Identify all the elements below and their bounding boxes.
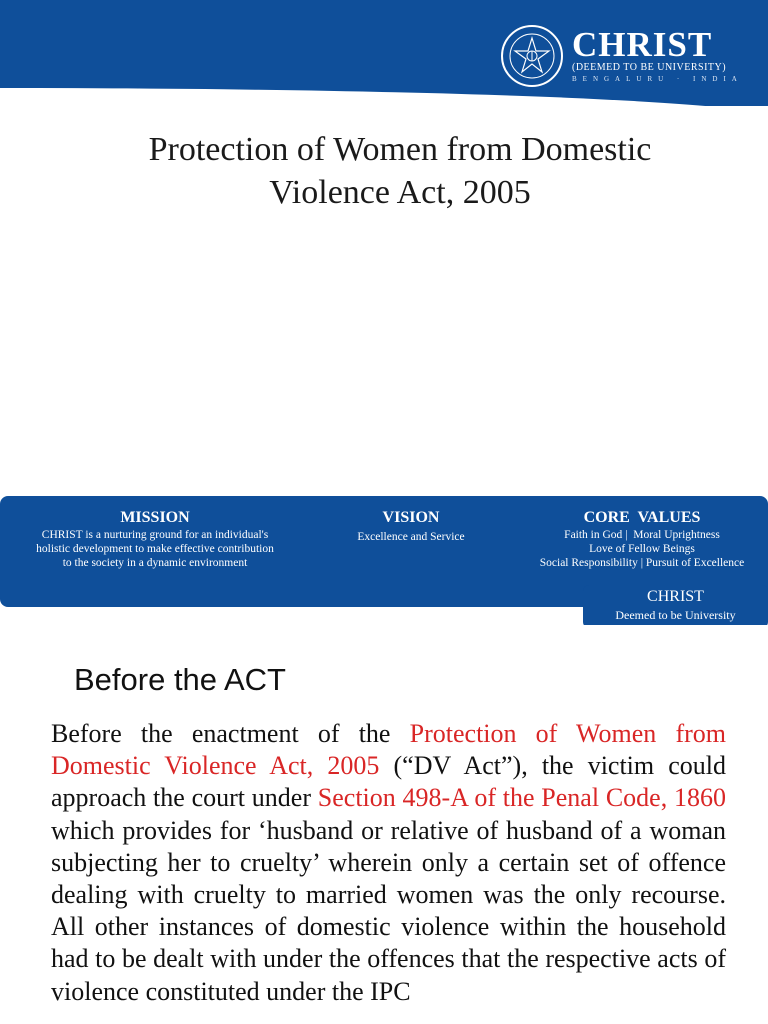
ipc-section-reference: Section 498-A of the Penal Code, 1860 [317,783,726,813]
footer-tab-name: CHRIST [647,588,704,605]
para-text-3: which provides for ‘husband or relative of husband of a woman subjecting her to cruelty’ wherein only a certain set of offence dealing with cruelty to married women was the only recourse. All other instances of domestic violence within the household had to be dealt with under the offences that the respective acts of violence constituted under the IPC [51,815,726,1006]
core-values-block [522,508,762,570]
university-logo [500,24,743,88]
section-heading: Before the ACT [74,662,286,697]
act-reference: Protection of Women from Domestic Violence Act, 2005 [51,719,726,781]
footer-tab-subtitle: Deemed to be University [615,608,736,622]
mission-block [14,508,296,570]
core-values-heading: CORE VALUES [583,509,701,526]
core-values-line-3: Social Responsibility | Pursuit of Excellence [539,557,745,569]
mission-line-2: holistic development to make effective contribution [36,543,274,555]
slide-title [60,128,740,214]
core-values-line-2: Love of Fellow Beings [589,543,695,555]
title-line-2: Violence Act, 2005 [269,174,531,211]
body-paragraph [51,718,726,1008]
core-values-line-1: Faith in God | Moral Uprightness [564,529,720,541]
mission-heading: MISSION [120,509,190,526]
logo-wordmark: CHRIST [572,25,713,64]
content-slide [0,640,768,1024]
title-line-1: Protection of Women from Domestic [148,131,652,168]
para-text-1: Before the enactment of the [51,719,410,748]
mission-line-3: to the society in a dynamic environment [62,557,248,569]
para-text-2: (“DV Act”), the victim could approach the court under [51,751,726,813]
footer-tab [583,585,768,625]
vision-text: Excellence and Service [357,531,465,543]
logo-location: BENGALURU · INDIA [572,75,743,83]
mission-line-1: CHRIST is a nurturing ground for an individual's [41,529,269,541]
vision-block [338,508,484,544]
logo-subtitle: (DEEMED TO BE UNIVERSITY) [572,62,727,73]
vision-heading: VISION [382,509,440,526]
university-seal-icon [500,24,564,88]
